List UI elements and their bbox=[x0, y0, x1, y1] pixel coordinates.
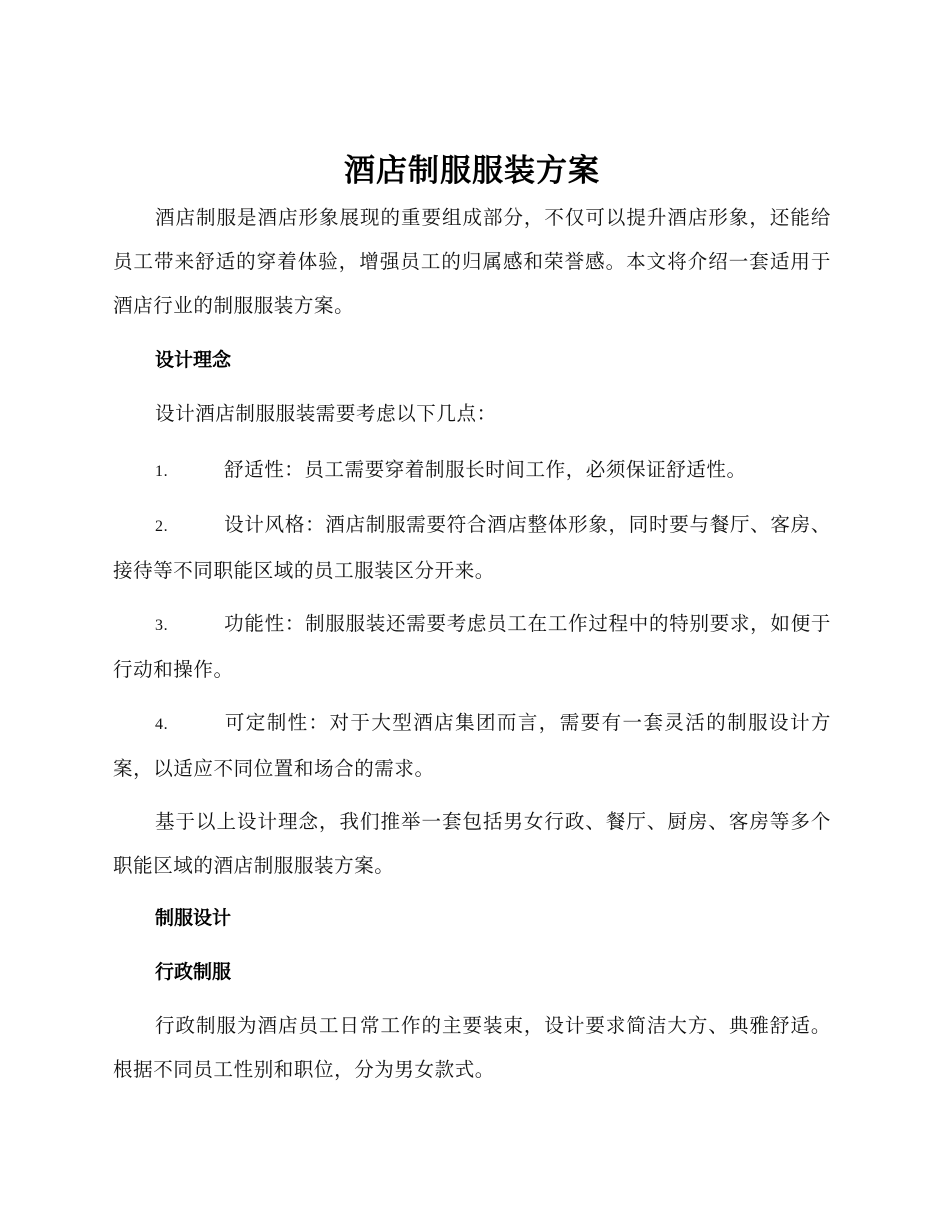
list-item bbox=[113, 701, 831, 791]
document-title: 酒店制服服装方案 bbox=[344, 153, 600, 189]
list-item-number: 3. bbox=[155, 617, 169, 634]
list-item bbox=[113, 602, 831, 692]
design-concept-conclusion: 基于以上设计理念，我们推举一套包括男女行政、餐厅、厨房、客房等多个职能区域的酒店制服服装方案。 bbox=[113, 810, 831, 877]
list-item-text: 功能性：制服服装还需要考虑员工在工作过程中的特别要求，如便于行动和操作。 bbox=[113, 612, 831, 681]
executive-uniform-paragraph: 行政制服为酒店员工日常工作的主要装束，设计要求简洁大方、典雅舒适。根据不同员工性别和职位，分为男女款式。 bbox=[113, 1014, 831, 1081]
list-item-text: 舒适性：员工需要穿着制服长时间工作，必须保证舒适性。 bbox=[224, 458, 747, 481]
design-concept-lead: 设计酒店制服服装需要考虑以下几点： bbox=[155, 402, 497, 425]
section-heading-uniform-design: 制服设计 bbox=[155, 907, 232, 929]
list-item-number: 2. bbox=[155, 518, 169, 535]
document-body bbox=[113, 148, 831, 1100]
list-item-number: 1. bbox=[155, 463, 169, 480]
section-heading-design-concept: 设计理念 bbox=[155, 349, 232, 371]
list-item-number: 4. bbox=[155, 716, 169, 733]
list-item bbox=[113, 448, 831, 494]
list-item-text: 设计风格：酒店制服需要符合酒店整体形象，同时要与餐厅、客房、接待等不同职能区域的员工服装区分开来。 bbox=[113, 513, 831, 582]
subheading-executive-uniform: 行政制服 bbox=[155, 961, 232, 983]
intro-paragraph: 酒店制服是酒店形象展现的重要组成部分，不仅可以提升酒店形象，还能给员工带来舒适的穿着体验，增强员工的归属感和荣誉感。本文将介绍一套适用于酒店行业的制服服装方案。 bbox=[113, 206, 831, 317]
list-item-text: 可定制性：对于大型酒店集团而言，需要有一套灵活的制服设计方案，以适应不同位置和场合的需求。 bbox=[113, 711, 831, 780]
design-concept-list bbox=[113, 448, 831, 791]
list-item bbox=[113, 503, 831, 593]
